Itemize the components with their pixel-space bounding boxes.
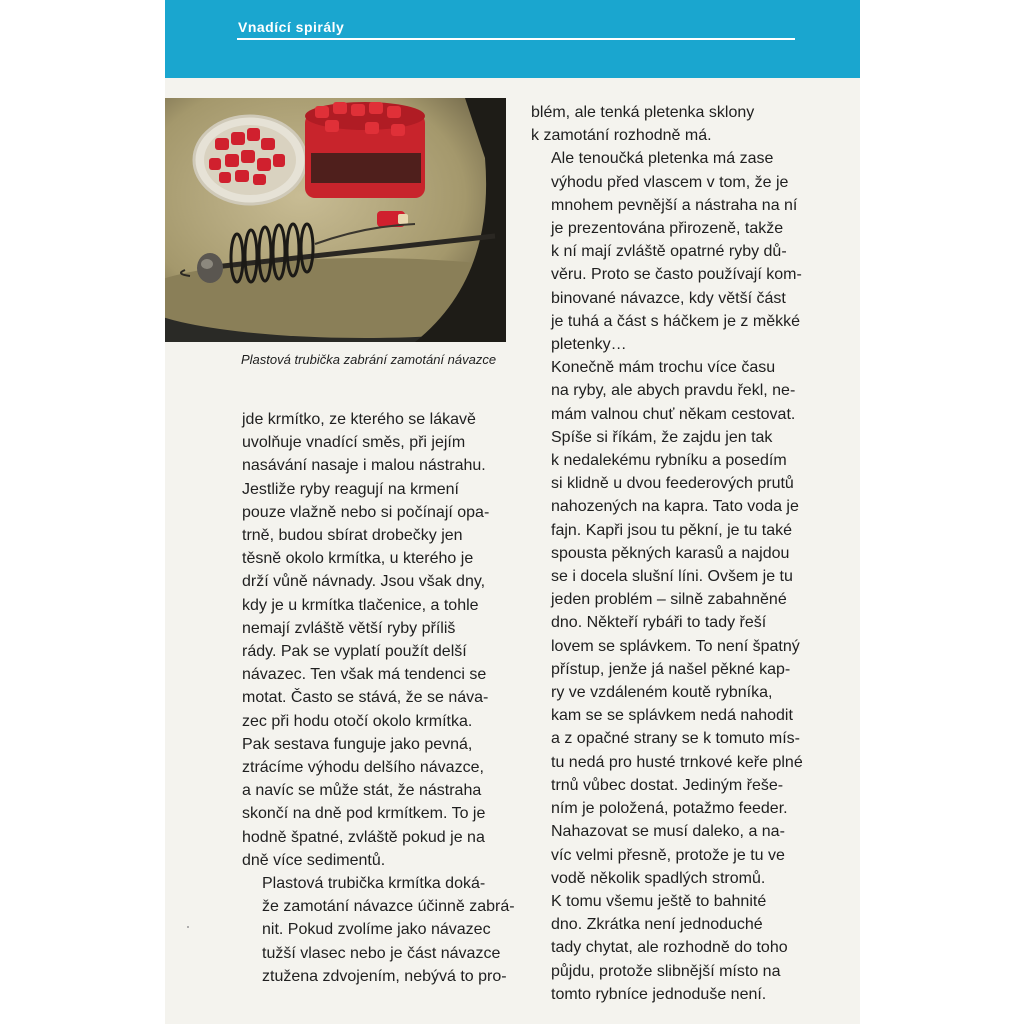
chapter-title: Vnadící spirály xyxy=(238,19,345,35)
text-line: je prezentována přirozeně, takže xyxy=(551,220,784,238)
text-line: ztrácíme výhodu delšího návazce, xyxy=(242,759,484,777)
chapter-header xyxy=(165,0,860,78)
text-line: jde krmítko, ze kterého se lákavě xyxy=(242,411,476,428)
header-rule xyxy=(237,38,795,40)
text-line: ním je položená, potažmo feeder. xyxy=(551,800,788,818)
text-line: a navíc se může stát, že nástraha xyxy=(242,782,482,800)
text-line: na ryby, ale abych pravdu řekl, ne- xyxy=(551,382,796,400)
paragraph xyxy=(242,408,517,872)
text-line: spousta pěkných karasů a najdou xyxy=(551,544,790,562)
text-line: dně více sedimentů. xyxy=(242,851,386,869)
text-line: trně, budou sbírat drobečky jen xyxy=(242,527,463,545)
text-line: že zamotání návazce účinně zabrá- xyxy=(262,898,515,916)
text-line: rády. Pak se vyplatí použít delší xyxy=(242,643,467,661)
text-line: přístup, jenže já našel pěkné kap- xyxy=(551,660,791,678)
text-line: nasávání nasaje i malou nástrahu. xyxy=(242,457,486,475)
text-column-left xyxy=(242,408,517,988)
text-line: ztužena zdvojením, nebývá to pro- xyxy=(262,967,507,985)
paragraph xyxy=(242,872,517,988)
text-line: návazec. Ten však má tendenci se xyxy=(242,666,487,684)
paragraph xyxy=(531,820,831,1006)
text-line: si klidně u dvou feederových prutů xyxy=(551,475,794,493)
text-line: těsně okolo krmítka, u kterého je xyxy=(242,550,474,568)
text-line: hodně špatné, zvláště pokud je na xyxy=(242,828,485,846)
text-line: nemají zvláště větší ryby příliš xyxy=(242,619,456,637)
text-line: výhodu před vlascem v tom, že je xyxy=(551,173,789,191)
page-speck xyxy=(187,926,189,928)
text-line: K tomu všemu ještě to bahnité xyxy=(551,892,767,910)
text-line: motat. Často se stává, že se náva- xyxy=(242,689,489,707)
text-line: víc velmi přesně, protože je tu ve xyxy=(551,846,785,864)
text-line: zec při hodu otočí okolo krmítka. xyxy=(242,712,473,730)
text-line: Konečně mám trochu více času xyxy=(551,359,776,377)
paragraph xyxy=(531,101,831,147)
text-line: Spíše si říkám, že zajdu jen tak xyxy=(551,428,773,446)
text-line: Ale tenoučká pletenka má zase xyxy=(551,150,774,168)
text-line: kdy je u krmítka tlačenice, a tohle xyxy=(242,596,479,614)
text-line: fajn. Kapři jsou tu pěkní, je tu také xyxy=(551,521,793,539)
feeder-photo xyxy=(165,98,506,342)
text-line: dno. Někteří rybáři to tady řeší xyxy=(551,614,767,632)
text-line: mám valnou chuť někam cestovat. xyxy=(551,405,796,423)
text-line: pouze vlažně nebo si počínají opa- xyxy=(242,503,490,521)
text-line: drží vůně návnady. Jsou však dny, xyxy=(242,573,486,591)
text-line: blém, ale tenká pletenka sklony xyxy=(531,104,755,121)
text-line: binované návazce, kdy větší část xyxy=(551,289,786,307)
book-page xyxy=(165,0,860,1024)
photo-caption: Plastová trubička zabrání zamotání návazce xyxy=(241,352,497,367)
text-line: kam se se splávkem nedá nahodit xyxy=(551,707,793,725)
text-line: dno. Zkrátka není jednoduché xyxy=(551,916,763,934)
text-line: nahozených na kapra. Tato voda je xyxy=(551,498,799,516)
text-line: skončí na dně pod krmítkem. To je xyxy=(242,805,486,823)
text-line: Plastová trubička krmítka doká- xyxy=(262,875,486,893)
text-line: k zamotání rozhodně má. xyxy=(531,127,712,145)
text-line: jeden problém – silně zabahněné xyxy=(551,591,787,609)
text-line: Nahazovat se musí daleko, a na- xyxy=(551,823,785,841)
text-line: tady chytat, ale rozhodně do toho xyxy=(551,939,788,957)
text-line: tu nedá pro husté trnkové keře plné xyxy=(551,753,803,771)
text-line: tužší vlasec nebo je část návazce xyxy=(262,944,501,962)
text-line: ry ve vzdáleném koutě rybníka, xyxy=(551,684,773,702)
text-column-right xyxy=(531,101,831,1006)
text-line: Jestliže ryby reagují na krmení xyxy=(242,480,459,498)
text-line: a z opačné strany se k tomuto mís- xyxy=(551,730,800,748)
text-line: nit. Pokud zvolíme jako návazec xyxy=(262,921,491,939)
text-line: mnohem pevnější a nástraha na ní xyxy=(551,196,798,214)
text-line: k ní mají zvláště opatrné ryby dů- xyxy=(551,243,787,261)
text-line: uvolňuje vnadící směs, při jejím xyxy=(242,434,466,452)
text-line: tomto rybníce jednoduše není. xyxy=(551,985,767,1003)
text-line: se i docela slušní líni. Ovšem je tu xyxy=(551,568,793,586)
text-line: Pak sestava funguje jako pevná, xyxy=(242,735,473,753)
text-line: vodě několik spadlých stromů. xyxy=(551,869,766,887)
text-line: lovem se splávkem. To není špatný xyxy=(551,637,800,655)
text-line: trnů vůbec dostat. Jediným řeše- xyxy=(551,776,784,794)
text-line: pletenky… xyxy=(551,336,627,354)
paragraph xyxy=(531,356,831,820)
paragraph xyxy=(531,147,831,356)
text-line: věru. Proto se často používají kom- xyxy=(551,266,802,284)
text-line: je tuhá a část s háčkem je z měkké xyxy=(551,312,800,330)
text-line: k nedalekému rybníku a posedím xyxy=(551,452,787,470)
text-line: půjdu, protože slibnější místo na xyxy=(551,962,781,980)
